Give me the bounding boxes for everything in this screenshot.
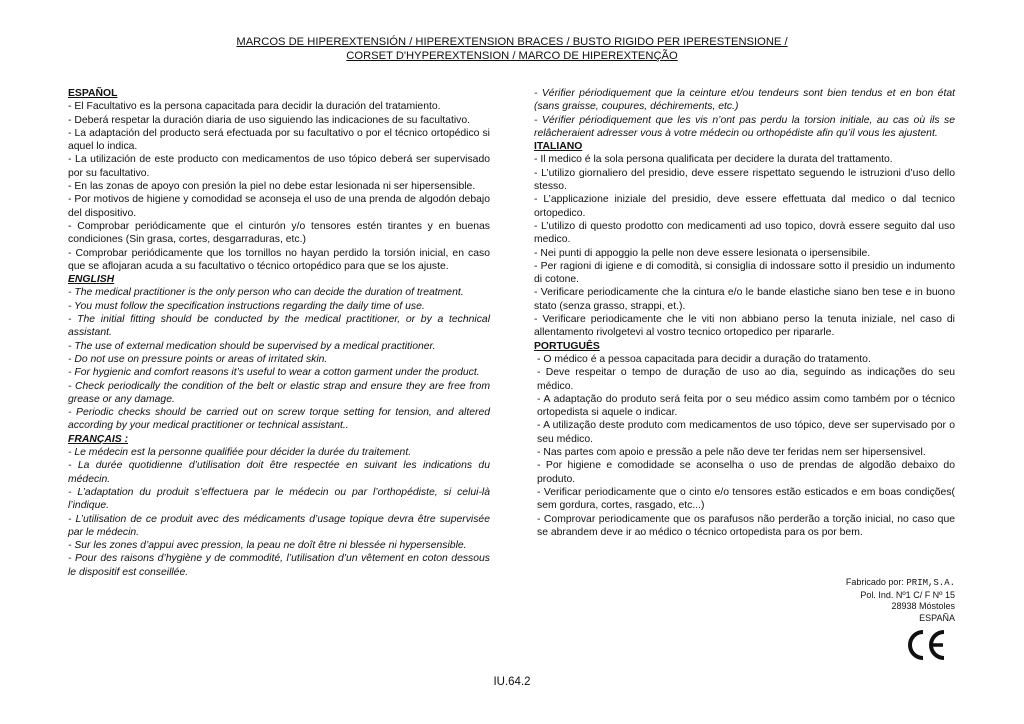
manufacturer-address-2: 28938 Móstoles	[891, 601, 955, 611]
list-item: - El Facultativo es la persona capacitada para decidir la duración del tratamiento.	[68, 101, 441, 113]
list-item: - Pour des raisons d’hygiène y de commodité, l’utilisation d’un vêtement en coton dessous le dispositif est conseillée.	[68, 553, 490, 578]
manufacturer-name: PRIM,S.A.	[906, 578, 955, 588]
document-code: IU.64.2	[493, 676, 531, 688]
manufacturer-label: Fabricado por:	[845, 577, 904, 587]
list-item: - Por motivos de higiene y comodidad se aconseja el uso de una prenda de algodón debajo del dispositivo.	[68, 194, 490, 219]
list-item: - Comprovar periodicamente que os parafusos não perderão a torção inicial, no caso que se abrandem deve ir ao médico o técnico ortopedista para os por bem.	[537, 513, 955, 538]
list-item: - Per ragioni di igiene e di comodità, si consiglia di indossare sotto il presidio un indumento di cotone.	[534, 260, 955, 286]
list-item: - Nei punti di appoggio la pelle non deve essere lesionata o ipersensibile.	[534, 247, 871, 259]
list-item: - For hygienic and comfort reasons it’s useful to wear a cotton garment under the product.	[68, 367, 480, 379]
list-item: - Vérifier périodiquement que les vis n’ont pas perdu la torsion initiale, au cas où ils se relâcheraient adresser vous à votre médecin ou orthopédiste afin qu’il vous les ajustent.	[534, 114, 955, 139]
section-heading: FRANÇAIS :	[68, 433, 129, 445]
list-item: - Deve respeitar o tempo de duração de uso ao dia, seguindo as indicações do seu médico.	[537, 367, 955, 392]
list-item: - Il medico é la sola persona qualificata per decidere la durata del trattamento.	[534, 154, 893, 166]
section-italiano	[534, 140, 955, 339]
list-item: - The initial fitting should be conducted by the medical practitioner, or by a technical assistant.	[68, 314, 490, 339]
list-item: - Por higiene e comodidade se aconselha o uso de prendas de algodão debaixo do produto.	[537, 460, 955, 485]
list-item: - L’adaptation du produit s’effectuera par le médecin ou par l’orthopédiste, si celui-là l’indique.	[68, 486, 490, 512]
list-item: - Verificare periodicamente che le viti non abbiano perso la tenuta iniziale, nel caso di allentamento rivolgetevi al vostro tecnico ortopedico per ripararle.	[534, 314, 955, 339]
left-column	[68, 87, 490, 579]
section-francais	[68, 433, 490, 579]
list-item: - Vérifier périodiquement que la ceinture et/ou tendeurs sont bien tendus et en bon état (sans graisse, coupures, déchirements, etc.)	[534, 88, 955, 113]
manufacturer-address-1: Pol. Ind. Nº1 C/ F Nº 15	[860, 589, 955, 600]
list-item: - Sur les zones d’appui avec pression, la peau ne doît être ni blessée ni hypersensible.	[68, 540, 467, 552]
list-item: - The use of external medication should be supervised by a medical practitioner.	[68, 340, 436, 352]
list-item: - You must follow the specification instructions regarding the daily time of use.	[68, 300, 425, 312]
list-item: - The medical practitioner is the only person who can decide the duration of treatment.	[68, 287, 464, 299]
list-item: - L’applicazione iniziale del presidio, deve essere effettuata dal medico o dal tecnico ortopedico.	[534, 194, 955, 219]
list-item: - Comprobar periódicamente que los tornillos no hayan perdido la torsión inicial, en caso que se aflojaran acuda a su facultativo o técnico ortopédico para que se los ajuste.	[68, 247, 490, 272]
document-title	[0, 35, 1024, 63]
section-heading: ENGLISH	[68, 274, 115, 286]
list-item: - Periodic checks should be carried out on screw torque setting for tension, and altered according by your medical practitioner or technical assistant..	[68, 407, 490, 432]
list-item: - La adaptación del producto será efectuada por su facultativo o por el técnico ortopédico si aquel lo indica.	[68, 127, 490, 153]
list-item: - A adaptação do produto será feita por o seu médico assim como também por o técnico ortopedista si aquele o indicar.	[537, 393, 955, 419]
list-item: - La utilización de este producto con medicamentos de uso tópico deberá ser supervisado por su facultativo.	[68, 154, 490, 179]
list-item: - Nas partes com apoio e pressão a pele não deve ter feridas nem ser hipersensivel.	[537, 447, 926, 459]
list-item: - En las zonas de apoyo con presión la piel no debe estar lesionada ni ser hipersensible.	[68, 181, 476, 193]
list-item: - Verificar periodicamente que o cinto e/o tensores estão esticados e em boas condições( sem gordura, cortes, rasgado, etc...)	[537, 486, 955, 512]
list-item: - Check periodically the condition of the belt or elastic strap and ensure they are free from grease or any damage.	[68, 380, 490, 405]
manufacturer-block	[740, 577, 955, 624]
list-item: - Verificare periodicamente che la cintura e/o le bande elastiche siano ben tese e in buono stato (senza grasso, strappi, et.).	[534, 287, 955, 312]
list-item: - L’utilizo giornaliero del presidio, deve essere rispettato seguendo le istruzioni d’uso dello stesso.	[534, 167, 955, 193]
list-item: - A utilização deste produto com medicamentos de uso tópico, deve ser supervisado por o seu médico.	[537, 420, 955, 445]
list-item: - Comprobar periódicamente que el cinturón y/o tensores estén tirantes y en buenas condiciones (Sin grasa, cortes, desgarraduras, etc.)	[68, 220, 490, 246]
manufacturer-country: ESPAÑA	[919, 612, 955, 623]
section-espanol	[68, 87, 490, 273]
section-portugues	[534, 340, 955, 539]
manufacturer-line	[740, 577, 955, 590]
section-francais-continued	[534, 87, 955, 140]
list-item: - L’utilizo di questo prodotto con medicamenti ad uso topico, dovrà essere seguito dal uso medico.	[534, 220, 955, 246]
section-english	[68, 273, 490, 433]
list-item: - Deberá respetar la duración diaria de uso siguiendo las indicaciones de su facultativo.	[68, 114, 471, 126]
right-column	[534, 87, 955, 539]
list-item: - O médico é a pessoa capacitada para decidir a duração do tratamento.	[537, 353, 871, 365]
title-line-1: MARCOS DE HIPEREXTENSIÓN / HIPEREXTENSION BRACES / BUSTO RIGIDO PER IPERESTENSIONE /	[236, 36, 788, 48]
section-heading: PORTUGUÊS	[534, 340, 600, 352]
list-item: - L’utilisation de ce produit avec des médicaments d’usage topique devra être supervisée par le médecin.	[68, 513, 490, 538]
list-item: - La durée quotidienne d’utilisation doit être respectée en suivant les indications du médecin.	[68, 460, 490, 485]
list-item: - Do not use on pressure points or areas of irritated skin.	[68, 353, 328, 365]
list-item: - Le médecin est la personne qualifiée pour décider la durée du traitement.	[68, 447, 412, 459]
section-heading: ITALIANO	[534, 141, 583, 153]
section-heading: ESPAÑOL	[68, 88, 118, 99]
ce-mark-icon	[906, 629, 948, 661]
title-line-2: CORSET D'HYPEREXTENSION / MARCO DE HIPEREXTENÇÃO	[346, 50, 678, 62]
